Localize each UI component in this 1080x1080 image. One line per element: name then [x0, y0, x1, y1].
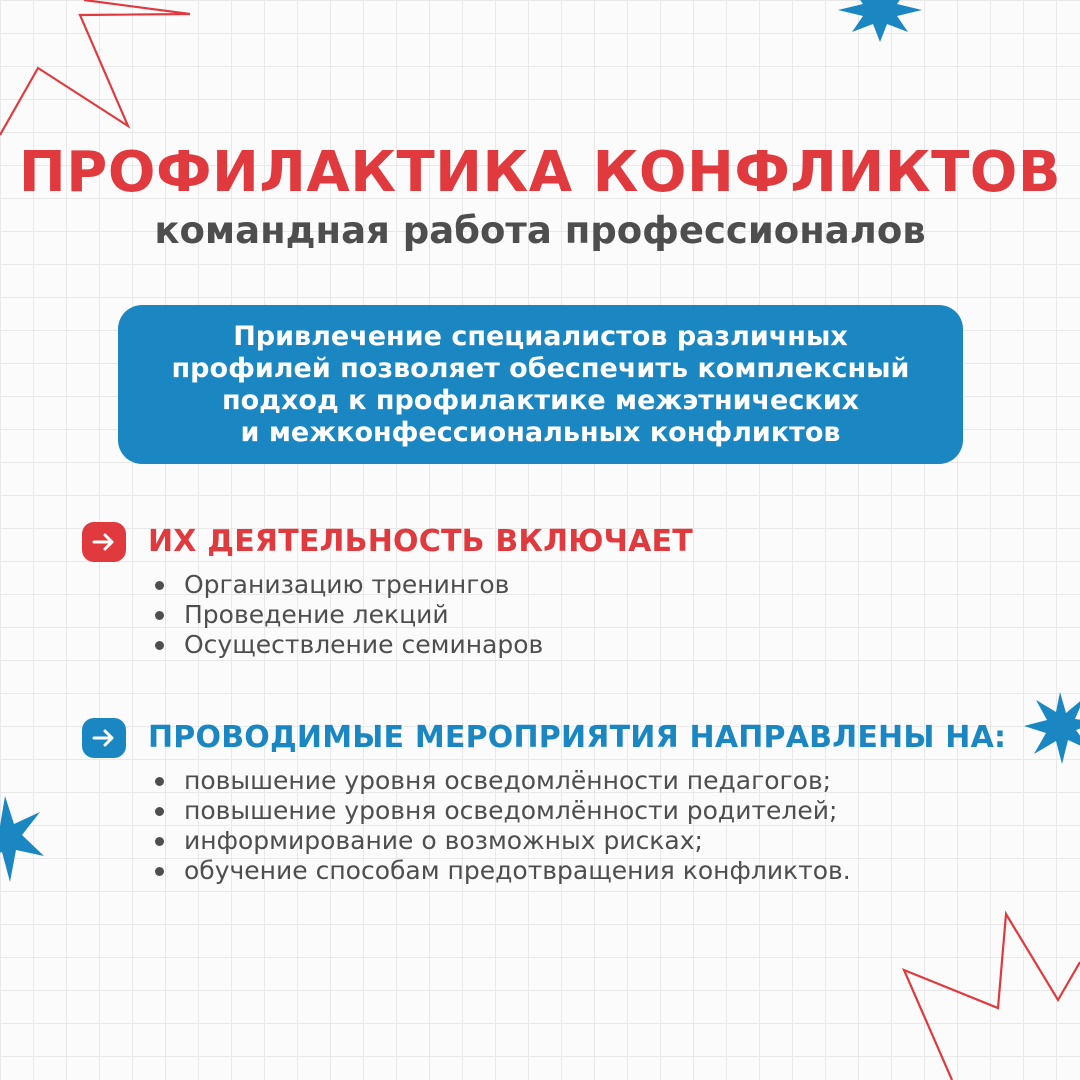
zigzag-decoration-bottom-right	[880, 900, 1080, 1080]
list-item: Организацию тренингов	[152, 570, 543, 600]
arrow-right-icon	[82, 718, 126, 758]
activities-list	[152, 570, 543, 660]
list-item: информирование о возможных рисках;	[152, 826, 851, 856]
list-item: Проведение лекций	[152, 600, 543, 630]
goals-list	[152, 766, 851, 886]
zigzag-decoration-top-left	[0, 0, 200, 140]
page-subtitle: командная работа профессионалов	[154, 209, 926, 252]
star-decoration-right	[1020, 688, 1080, 768]
info-callout: Привлечение специалистов различных профилей позволяет обеспечить комплексный подход к профилактике межэтнических и межконфессиональных конфликтов	[118, 305, 963, 464]
list-item: повышение уровня осведомлённости родителей;	[152, 796, 851, 826]
arrow-right-icon	[82, 522, 126, 562]
star-decoration-top	[830, 0, 930, 50]
list-item: обучение способам предотвращения конфликтов.	[152, 856, 851, 886]
page-title: ПРОФИЛАКТИКА КОНФЛИКТОВ	[18, 140, 1062, 205]
list-item: повышение уровня осведомлённости педагогов;	[152, 766, 851, 796]
section-activities-title: ИХ ДЕЯТЕЛЬНОСТЬ ВКЛЮЧАЕТ	[148, 524, 693, 559]
star-decoration-left	[0, 790, 60, 890]
list-item: Осуществление семинаров	[152, 630, 543, 660]
section-goals-title: ПРОВОДИМЫЕ МЕРОПРИЯТИЯ НАПРАВЛЕНЫ НА:	[148, 720, 1007, 755]
section-activities-header	[82, 522, 693, 562]
section-goals-header	[82, 718, 1006, 758]
